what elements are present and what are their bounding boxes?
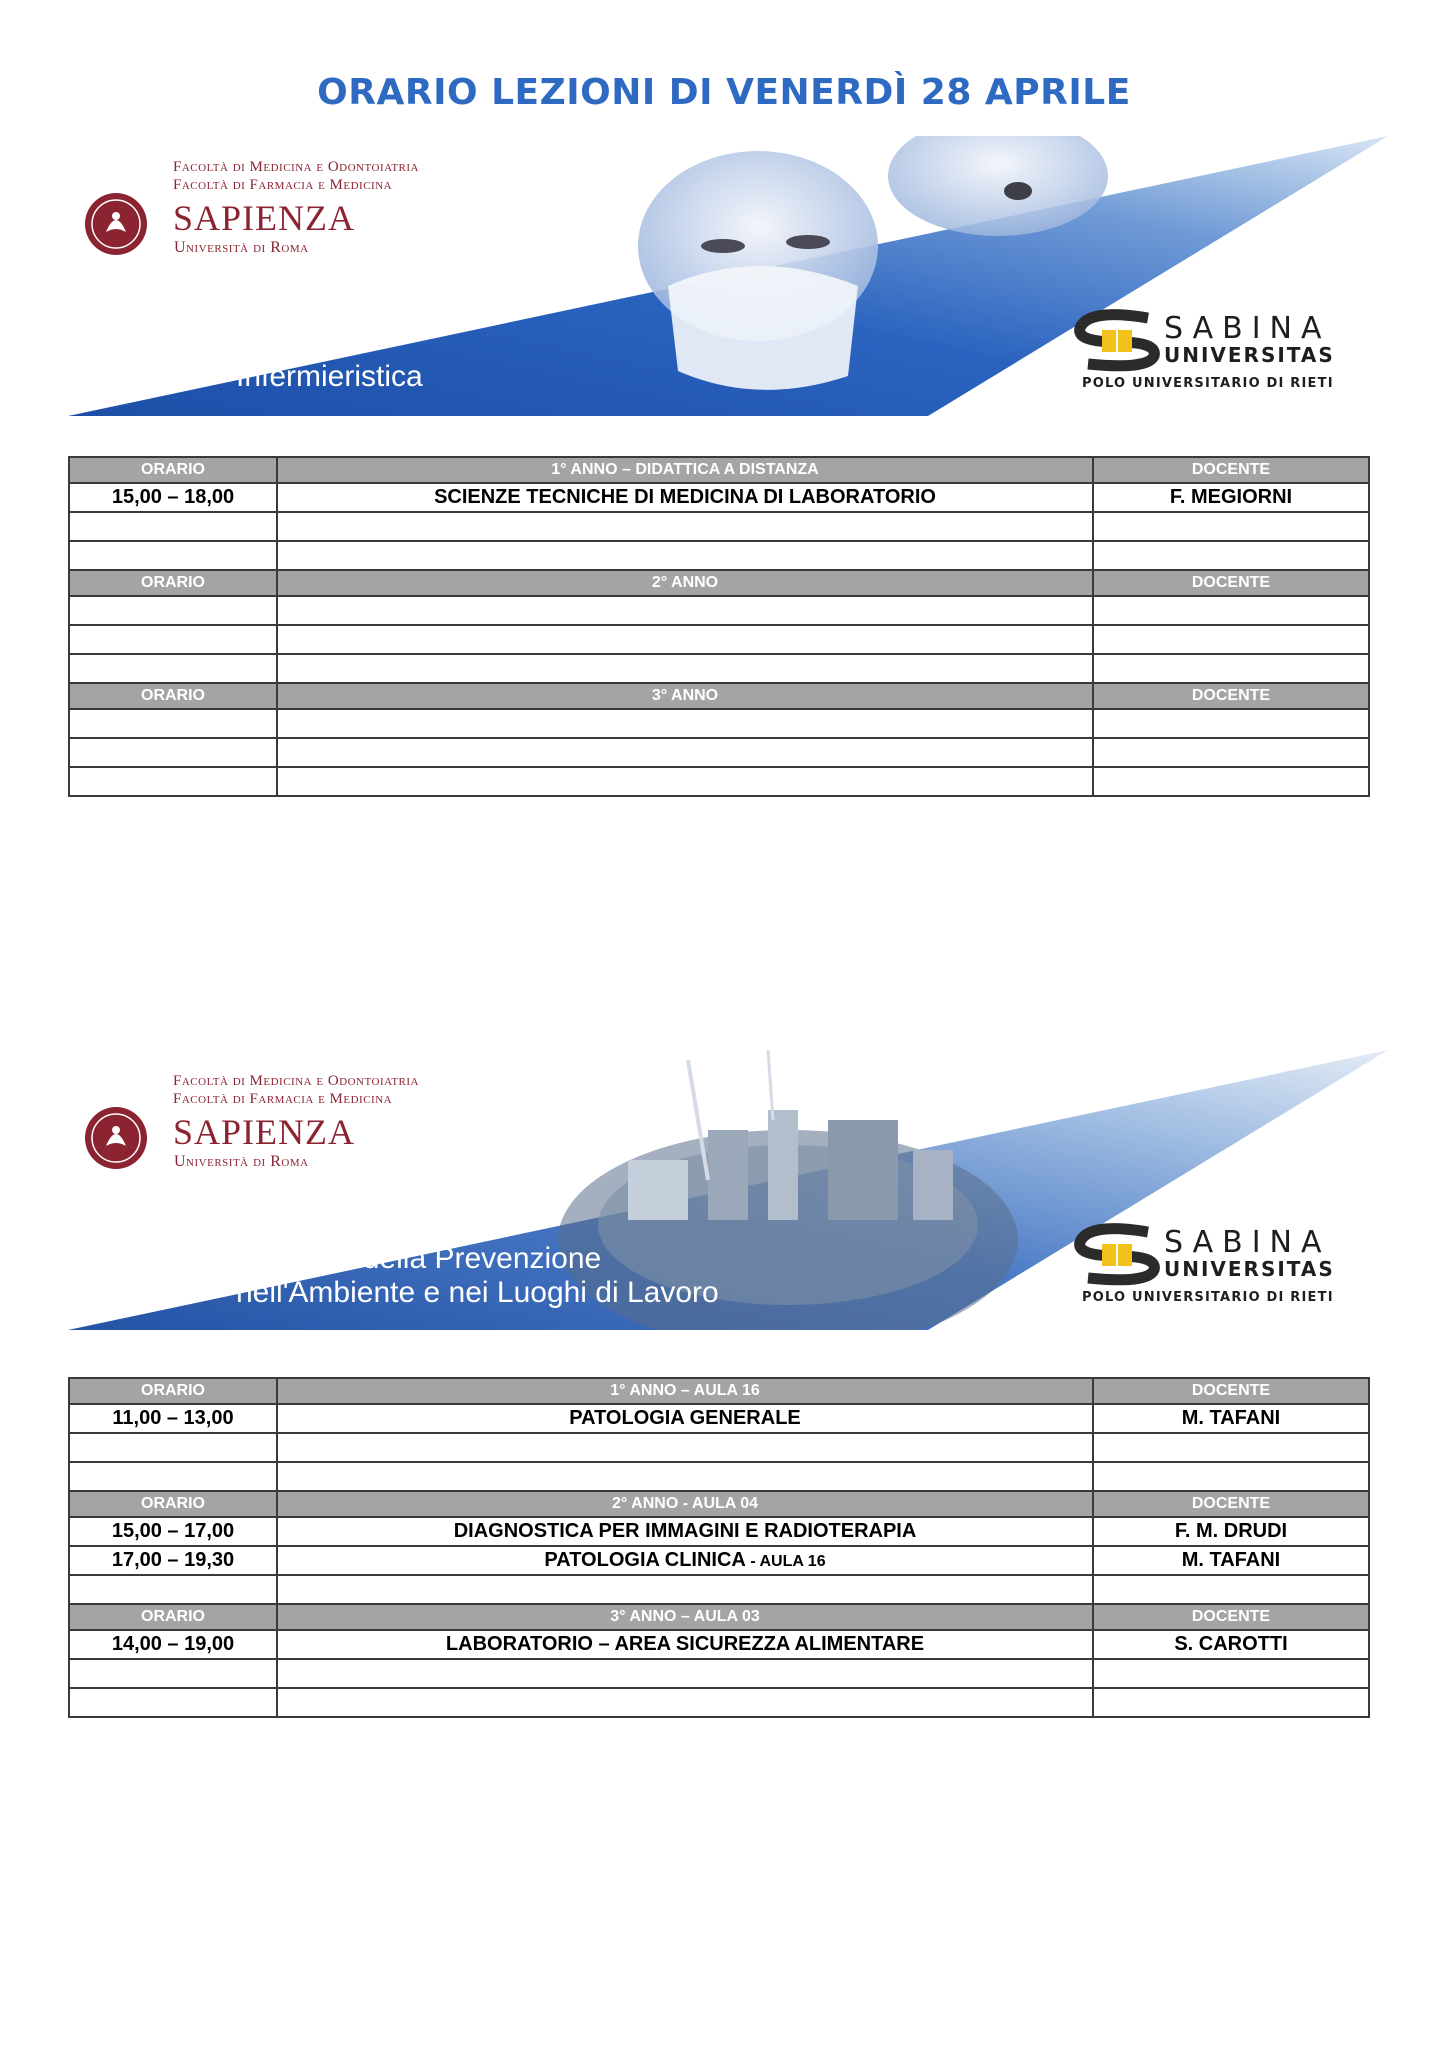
course-name — [236, 360, 423, 394]
university-name: SAPIENZA — [173, 1112, 356, 1152]
table-row — [69, 483, 1369, 512]
sabina-s-book-icon — [1068, 1222, 1168, 1286]
teacher-cell — [1093, 709, 1369, 738]
time-cell: 14,00 – 19,00 — [69, 1630, 277, 1659]
teacher-cell: F. MEGIORNI — [1093, 483, 1369, 512]
time-cell — [69, 1688, 277, 1717]
table-header-row — [69, 1604, 1369, 1630]
subject-cell — [277, 1688, 1093, 1717]
university-subtitle: Università di Roma — [174, 1153, 309, 1170]
col-teacher-header: DOCENTE — [1093, 457, 1369, 483]
faculty-line-1: Facoltà di Medicina e Odontoiatria — [173, 159, 419, 175]
subject-text: PATOLOGIA CLINICA — [544, 1549, 746, 1571]
subject-cell — [277, 1546, 1093, 1575]
table-row — [69, 1630, 1369, 1659]
teacher-cell — [1093, 1659, 1369, 1688]
teacher-cell — [1093, 541, 1369, 570]
table-row — [69, 1517, 1369, 1546]
table-header-row — [69, 683, 1369, 709]
teacher-cell — [1093, 1688, 1369, 1717]
table-row — [69, 1659, 1369, 1688]
subject-cell — [277, 738, 1093, 767]
time-cell — [69, 709, 277, 738]
sabina-universitas-logo — [1068, 308, 1368, 398]
time-cell — [69, 654, 277, 683]
time-cell — [69, 738, 277, 767]
time-cell — [69, 541, 277, 570]
subject-cell — [277, 512, 1093, 541]
time-cell — [69, 1462, 277, 1491]
table-row — [69, 512, 1369, 541]
time-cell — [69, 625, 277, 654]
subject-cell — [277, 1575, 1093, 1604]
subject-cell — [277, 625, 1093, 654]
table-header-row — [69, 570, 1369, 596]
sapienza-seal-icon — [84, 192, 148, 256]
schedule-table-tecniche-prevenzione — [68, 1377, 1370, 1718]
teacher-cell — [1093, 512, 1369, 541]
sabina-universitas-logo — [1068, 1222, 1368, 1312]
col-subject-header: 2° ANNO - AULA 04 — [277, 1491, 1093, 1517]
faculty-line-2: Facoltà di Farmacia e Medicina — [173, 177, 393, 193]
time-cell — [69, 1659, 277, 1688]
banner-tecniche-prevenzione — [68, 1050, 1388, 1330]
col-subject-header: 1° ANNO – DIDATTICA A DISTANZA — [277, 457, 1093, 483]
subject-cell — [277, 541, 1093, 570]
subject-cell — [277, 709, 1093, 738]
subject-cell: SCIENZE TECNICHE DI MEDICINA DI LABORATORIO — [277, 483, 1093, 512]
course-name-line-1: Tecniche della Prevenzione — [236, 1242, 602, 1275]
teacher-cell — [1093, 625, 1369, 654]
course-name — [236, 1242, 719, 1310]
sabina-universitas: UNIVERSITAS — [1164, 343, 1335, 367]
time-cell: 17,00 – 19,30 — [69, 1546, 277, 1575]
table-row — [69, 738, 1369, 767]
subject-cell — [277, 1462, 1093, 1491]
course-name-line-1: Infermieristica — [236, 360, 423, 393]
time-cell — [69, 512, 277, 541]
col-teacher-header: DOCENTE — [1093, 1604, 1369, 1630]
teacher-cell: F. M. DRUDI — [1093, 1517, 1369, 1546]
teacher-cell: M. TAFANI — [1093, 1404, 1369, 1433]
faculty-labels — [173, 1072, 419, 1108]
subject-room-note: - AULA 16 — [745, 1553, 826, 1570]
subject-cell — [277, 596, 1093, 625]
teacher-cell — [1093, 767, 1369, 796]
teacher-cell — [1093, 596, 1369, 625]
sabina-universitas: UNIVERSITAS — [1164, 1257, 1335, 1281]
subject-cell — [277, 1659, 1093, 1688]
time-cell — [69, 596, 277, 625]
subject-cell — [277, 654, 1093, 683]
col-time-header: ORARIO — [69, 570, 277, 596]
col-subject-header: 3° ANNO – AULA 03 — [277, 1604, 1093, 1630]
subject-cell — [277, 1433, 1093, 1462]
table-row — [69, 541, 1369, 570]
col-subject-header: 3° ANNO — [277, 683, 1093, 709]
table-row — [69, 1433, 1369, 1462]
col-teacher-header: DOCENTE — [1093, 683, 1369, 709]
subject-cell — [277, 767, 1093, 796]
time-cell: 11,00 – 13,00 — [69, 1404, 277, 1433]
col-teacher-header: DOCENTE — [1093, 1378, 1369, 1404]
subject-cell: LABORATORIO – AREA SICUREZZA ALIMENTARE — [277, 1630, 1093, 1659]
table-row — [69, 625, 1369, 654]
teacher-cell: M. TAFANI — [1093, 1546, 1369, 1575]
teacher-cell — [1093, 1462, 1369, 1491]
time-cell: 15,00 – 18,00 — [69, 483, 277, 512]
table-row — [69, 709, 1369, 738]
subject-cell: DIAGNOSTICA PER IMMAGINI E RADIOTERAPIA — [277, 1517, 1093, 1546]
sabina-name: SABINA — [1164, 1225, 1331, 1260]
banner-infermieristica — [68, 136, 1388, 416]
col-subject-header: 1° ANNO – AULA 16 — [277, 1378, 1093, 1404]
course-name-line-2: nell'Ambiente e nei Luoghi di Lavoro — [236, 1276, 719, 1309]
time-cell: 15,00 – 17,00 — [69, 1517, 277, 1546]
table-row — [69, 767, 1369, 796]
col-time-header: ORARIO — [69, 1604, 277, 1630]
faculty-line-2: Facoltà di Farmacia e Medicina — [173, 1091, 393, 1107]
subject-cell: PATOLOGIA GENERALE — [277, 1404, 1093, 1433]
sabina-polo: POLO UNIVERSITARIO DI RIETI — [1082, 1290, 1334, 1305]
col-subject-header: 2° ANNO — [277, 570, 1093, 596]
table-row — [69, 1546, 1369, 1575]
sabina-polo: POLO UNIVERSITARIO DI RIETI — [1082, 376, 1334, 391]
sabina-name: SABINA — [1164, 311, 1331, 346]
table-header-row — [69, 1491, 1369, 1517]
table-header-row — [69, 457, 1369, 483]
table-row — [69, 1575, 1369, 1604]
teacher-cell — [1093, 1575, 1369, 1604]
university-subtitle: Università di Roma — [174, 239, 309, 256]
col-teacher-header: DOCENTE — [1093, 1491, 1369, 1517]
faculty-labels — [173, 158, 419, 194]
time-cell — [69, 767, 277, 796]
col-time-header: ORARIO — [69, 1491, 277, 1517]
teacher-cell — [1093, 654, 1369, 683]
table-row — [69, 1462, 1369, 1491]
sapienza-seal-icon — [84, 1106, 148, 1170]
teacher-cell — [1093, 738, 1369, 767]
university-name: SAPIENZA — [173, 198, 356, 238]
col-teacher-header: DOCENTE — [1093, 570, 1369, 596]
teacher-cell — [1093, 1433, 1369, 1462]
table-header-row — [69, 1378, 1369, 1404]
time-cell — [69, 1433, 277, 1462]
col-time-header: ORARIO — [69, 457, 277, 483]
table-row — [69, 596, 1369, 625]
table-row — [69, 1688, 1369, 1717]
time-cell — [69, 1575, 277, 1604]
sabina-s-book-icon — [1068, 308, 1168, 372]
col-time-header: ORARIO — [69, 683, 277, 709]
col-time-header: ORARIO — [69, 1378, 277, 1404]
table-row — [69, 1404, 1369, 1433]
faculty-line-1: Facoltà di Medicina e Odontoiatria — [173, 1073, 419, 1089]
table-row — [69, 654, 1369, 683]
teacher-cell: S. CAROTTI — [1093, 1630, 1369, 1659]
schedule-table-infermieristica — [68, 456, 1370, 797]
page-title: ORARIO LEZIONI DI VENERDÌ 28 APRILE — [317, 72, 1131, 113]
